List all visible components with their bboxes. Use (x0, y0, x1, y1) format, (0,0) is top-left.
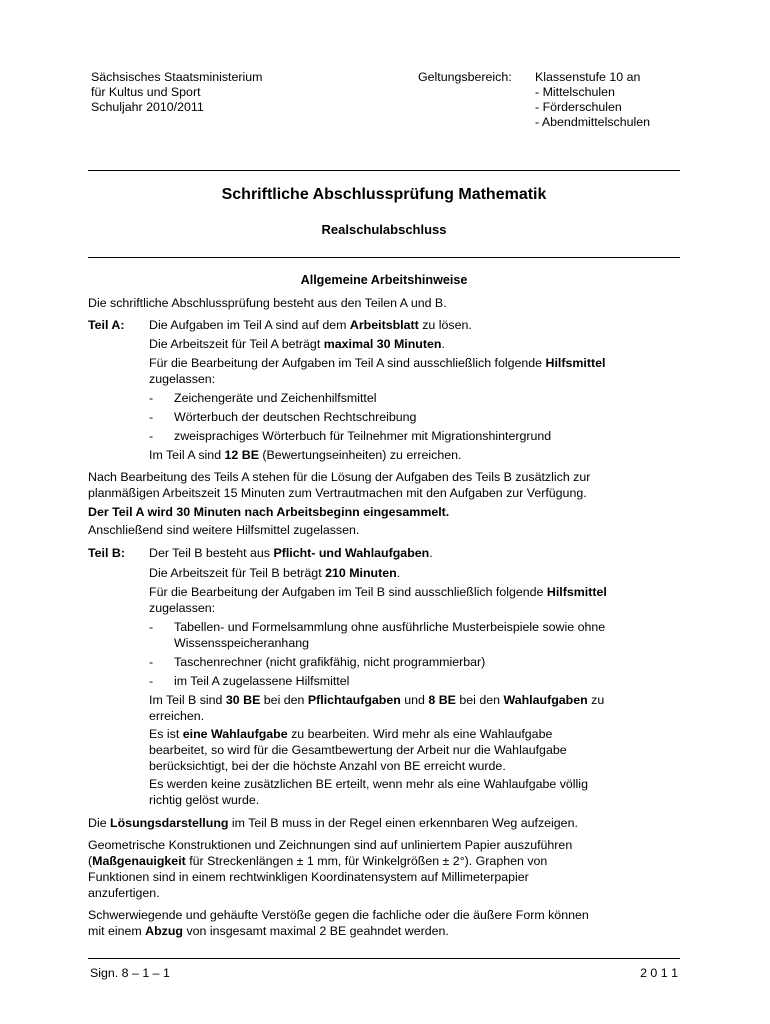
teil-a-line: Die Aufgaben im Teil A sind auf dem Arbeitsblatt zu lösen. (149, 318, 472, 332)
list-item: Zeichengeräte und Zeichenhilfsmittel (174, 391, 377, 405)
solution-text: Die Lösungsdarstellung im Teil B muss in der Regel einen erkennbaren Weg aufzeigen. (88, 816, 578, 830)
divider (88, 170, 680, 171)
list-item: Tabellen- und Formelsammlung ohne ausführliche Musterbeispiele sowie ohne (174, 620, 606, 634)
transition-text: Nach Bearbeitung des Teils A stehen für die Lösung der Aufgaben des Teils B zusätzlich zur (88, 470, 591, 484)
ministry-line: für Kultus und Sport (91, 85, 201, 99)
bullet-dash: - (149, 620, 154, 634)
page-title: Schriftliche Abschlussprüfung Mathematik (221, 186, 547, 203)
geometry-text: (Maßgenauigkeit für Streckenlängen ± 1 mm, für Winkelgrößen ± 2°). Graphen von (88, 854, 548, 868)
scope-line: Klassenstufe 10 an (535, 70, 641, 84)
deduction-text: mit einem Abzug von insgesamt maximal 2 BE geahndet werden. (88, 924, 449, 938)
teil-b-points: erreichen. (149, 709, 205, 723)
teil-b-points: Im Teil B sind 30 BE bei den Pflichtaufgaben und 8 BE bei den Wahlaufgaben zu (149, 693, 605, 707)
bullet-dash: - (149, 410, 154, 424)
teil-b-line: bearbeitet, so wird für die Gesamtbewertung der Arbeit nur die Wahlaufgabe (149, 743, 567, 757)
teil-b-label: Teil B: (88, 546, 125, 560)
teil-b-line: Es werden keine zusätzlichen BE erteilt, wenn mehr als eine Wahlaufgabe völlig (149, 777, 588, 791)
section-heading: Allgemeine Arbeitshinweise (300, 273, 468, 287)
list-item: Wörterbuch der deutschen Rechtschreibung (174, 410, 417, 424)
bullet-dash: - (149, 391, 154, 405)
footer-year: 2 0 1 1 (640, 966, 678, 980)
deduction-text: Schwerwiegende und gehäufte Verstöße gegen die fachliche oder die äußere Form können (88, 908, 589, 922)
footer-divider (88, 958, 680, 959)
teil-b-line: zugelassen: (149, 601, 216, 615)
divider (88, 257, 680, 258)
list-item: zweisprachiges Wörterbuch für Teilnehmer mit Migrationshintergrund (174, 429, 552, 443)
list-item: Wissensspeicheranhang (174, 636, 309, 650)
ministry-block (91, 70, 262, 115)
page-subtitle: Realschulabschluss (321, 222, 447, 237)
teil-a-line: Die Arbeitszeit für Teil A beträgt maximal 30 Minuten. (149, 337, 445, 351)
teil-a-label: Teil A: (88, 318, 125, 332)
footer-sign: Sign. 8 – 1 – 1 (90, 966, 170, 980)
teil-a-line: zugelassen: (149, 372, 216, 386)
collection-notice: Der Teil A wird 30 Minuten nach Arbeitsbeginn eingesammelt. (88, 505, 450, 519)
teil-b-line: Für die Bearbeitung der Aufgaben im Teil B sind ausschließlich folgende Hilfsmittel (149, 585, 607, 599)
bullet-dash: - (149, 655, 154, 669)
geometry-text: Funktionen sind in einem rechtwinkligen Koordinatensystem auf Millimeterpapier (88, 870, 529, 884)
school-year: Schuljahr 2010/2011 (91, 100, 204, 114)
ministry-line: Sächsisches Staatsministerium (91, 70, 263, 84)
intro-text: Die schriftliche Abschlussprüfung besteht aus den Teilen A und B. (88, 296, 447, 310)
transition-text: Anschließend sind weitere Hilfsmittel zugelassen. (88, 523, 360, 537)
transition-text: planmäßigen Arbeitszeit 15 Minuten zum Vertrautmachen mit den Aufgaben zur Verfügung. (88, 486, 587, 500)
teil-a-points: Im Teil A sind 12 BE (Bewertungseinheiten) zu erreichen. (149, 448, 462, 462)
teil-b-line: berücksichtigt, bei der die höchste Anzahl von BE erreicht wurde. (149, 759, 506, 773)
teil-a-line: Für die Bearbeitung der Aufgaben im Teil A sind ausschließlich folgende Hilfsmittel (149, 356, 606, 370)
scope-line: - Mittelschulen (535, 85, 615, 99)
teil-b-line: Die Arbeitszeit für Teil B beträgt 210 Minuten. (149, 566, 401, 580)
geometry-text: anzufertigen. (88, 886, 160, 900)
scope-block (535, 70, 650, 130)
bullet-dash: - (149, 429, 154, 443)
geometry-text: Geometrische Konstruktionen und Zeichnungen sind auf unliniertem Papier auszuführen (88, 838, 573, 852)
scope-line: - Förderschulen (535, 100, 622, 114)
list-item: Taschenrechner (nicht grafikfähig, nicht programmierbar) (174, 655, 486, 669)
list-item: im Teil A zugelassene Hilfsmittel (174, 674, 350, 688)
scope-label: Geltungsbereich: (418, 70, 512, 84)
teil-b-line: richtig gelöst wurde. (149, 793, 260, 807)
bullet-dash: - (149, 674, 154, 688)
teil-b-line: Es ist eine Wahlaufgabe zu bearbeiten. Wird mehr als eine Wahlaufgabe (149, 727, 553, 741)
scope-line: - Abendmittelschulen (535, 115, 651, 129)
teil-b-line: Der Teil B besteht aus Pflicht- und Wahlaufgaben. (149, 546, 433, 560)
